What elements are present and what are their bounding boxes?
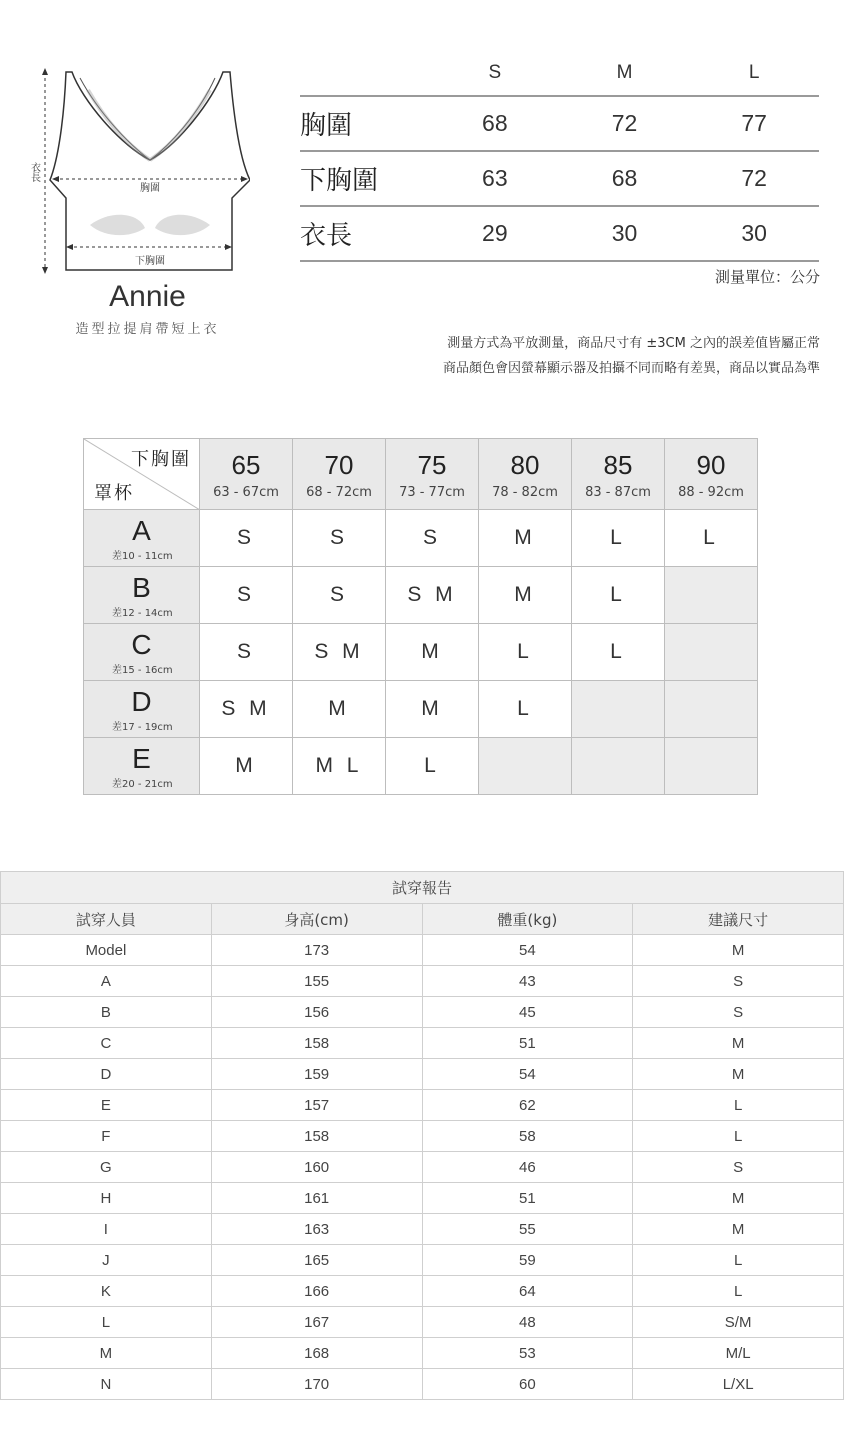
- size-value: 68: [430, 96, 560, 151]
- band-range: 78 - 82cm: [492, 484, 558, 500]
- report-header: 建議尺寸: [633, 904, 844, 935]
- report-cell: 51: [422, 1183, 633, 1214]
- report-cell: K: [1, 1276, 212, 1307]
- report-cell: M: [633, 1059, 844, 1090]
- band-number: 65: [231, 449, 261, 480]
- cup-header: [84, 567, 200, 624]
- size-value: 68: [560, 151, 690, 206]
- size-value: 72: [560, 96, 690, 151]
- report-row: [1, 1307, 844, 1338]
- report-cell: E: [1, 1090, 212, 1121]
- report-cell: 168: [211, 1338, 422, 1369]
- cup-difference: 差12 - 14cm: [112, 607, 173, 619]
- report-cell: 167: [211, 1307, 422, 1338]
- size-header-blank: [300, 50, 430, 96]
- measure-note: 測量方式為平放測量，商品尺寸有 ±3CM 之內的誤差值皆屬正常: [447, 336, 820, 351]
- cup-size-cell: S M: [386, 567, 479, 624]
- report-cell: M/L: [633, 1338, 844, 1369]
- report-header: 試穿人員: [1, 904, 212, 935]
- report-cell: S: [633, 966, 844, 997]
- cup-difference: 差20 - 21cm: [112, 778, 173, 790]
- band-range: 68 - 72cm: [306, 484, 372, 500]
- report-row: [1, 1369, 844, 1400]
- report-cell: F: [1, 1121, 212, 1152]
- cup-letter: C: [131, 628, 152, 660]
- cup-header: [84, 510, 200, 567]
- cup-size-cell: S: [200, 567, 293, 624]
- report-header-row: [1, 904, 844, 935]
- cup-size-cell-empty: [572, 738, 665, 795]
- report-cell: 165: [211, 1245, 422, 1276]
- band-range: 63 - 67cm: [213, 484, 279, 500]
- cup-chart: [83, 438, 758, 795]
- cup-size-cell: S: [293, 567, 386, 624]
- report-row: [1, 1245, 844, 1276]
- cup-size-cell-empty: [665, 567, 758, 624]
- cup-size-cell: S: [293, 510, 386, 567]
- report-cell: 158: [211, 1028, 422, 1059]
- size-value: 72: [689, 151, 819, 206]
- report-cell: S: [633, 1152, 844, 1183]
- report-cell: 156: [211, 997, 422, 1028]
- size-row-underbust: [300, 151, 819, 206]
- corner-cup-label: 罩杯: [94, 483, 134, 504]
- report-cell: C: [1, 1028, 212, 1059]
- report-cell: L: [633, 1090, 844, 1121]
- cup-size-cell-empty: [479, 738, 572, 795]
- cup-size-cell: L: [665, 510, 758, 567]
- size-header: M: [560, 50, 690, 96]
- report-cell: B: [1, 997, 212, 1028]
- tryon-report: [0, 871, 844, 1400]
- cup-letter: E: [132, 742, 151, 774]
- band-range: 88 - 92cm: [678, 484, 744, 500]
- cup-difference: 差15 - 16cm: [112, 664, 173, 676]
- report-cell: 45: [422, 997, 633, 1028]
- report-cell: 59: [422, 1245, 633, 1276]
- size-value: 30: [689, 206, 819, 261]
- cup-header: [84, 681, 200, 738]
- report-row: [1, 1183, 844, 1214]
- report-cell: 46: [422, 1152, 633, 1183]
- chest-label: 胸圍: [140, 183, 160, 194]
- report-cell: 55: [422, 1214, 633, 1245]
- cup-row: [84, 681, 758, 738]
- report-cell: M: [633, 1214, 844, 1245]
- row-label: 胸圍: [300, 96, 430, 151]
- cup-size-cell-empty: [665, 738, 758, 795]
- cup-letter: A: [132, 514, 151, 546]
- cup-size-cell: S M: [200, 681, 293, 738]
- report-row: [1, 1152, 844, 1183]
- cup-row: [84, 738, 758, 795]
- cup-row: [84, 510, 758, 567]
- cup-size-cell: L: [479, 624, 572, 681]
- band-header: [386, 439, 479, 510]
- report-cell: A: [1, 966, 212, 997]
- cup-size-cell: S: [386, 510, 479, 567]
- report-cell: 60: [422, 1369, 633, 1400]
- report-cell: N: [1, 1369, 212, 1400]
- cup-size-cell: M: [386, 681, 479, 738]
- cup-size-cell: M: [479, 567, 572, 624]
- report-row: [1, 1276, 844, 1307]
- size-value: 30: [560, 206, 690, 261]
- report-cell: L: [633, 1121, 844, 1152]
- row-label: 下胸圍: [300, 151, 430, 206]
- band-header: [479, 439, 572, 510]
- report-cell: 53: [422, 1338, 633, 1369]
- cup-size-cell: M: [479, 510, 572, 567]
- corner-band-label: 下胸圍: [131, 449, 191, 470]
- report-cell: 43: [422, 966, 633, 997]
- cup-size-cell: M: [293, 681, 386, 738]
- band-range: 73 - 77cm: [399, 484, 465, 500]
- report-cell: 159: [211, 1059, 422, 1090]
- cup-letter: D: [131, 685, 152, 717]
- report-cell: G: [1, 1152, 212, 1183]
- cup-size-cell: L: [479, 681, 572, 738]
- report-cell: 51: [422, 1028, 633, 1059]
- cup-header: [84, 624, 200, 681]
- report-cell: S/M: [633, 1307, 844, 1338]
- size-value: 63: [430, 151, 560, 206]
- report-row: [1, 1028, 844, 1059]
- size-row-length: [300, 206, 819, 261]
- cup-size-cell: L: [386, 738, 479, 795]
- band-range: 83 - 87cm: [585, 484, 651, 500]
- cup-size-cell-empty: [572, 681, 665, 738]
- report-cell: M: [633, 1183, 844, 1214]
- size-value: 29: [430, 206, 560, 261]
- cup-difference: 差17 - 19cm: [112, 721, 173, 733]
- band-number: 85: [603, 449, 633, 480]
- report-cell: I: [1, 1214, 212, 1245]
- report-row: [1, 1338, 844, 1369]
- report-cell: 160: [211, 1152, 422, 1183]
- report-row: [1, 997, 844, 1028]
- report-cell: 158: [211, 1121, 422, 1152]
- report-cell: Model: [1, 935, 212, 966]
- cup-size-cell-empty: [665, 624, 758, 681]
- cup-size-cell: L: [572, 510, 665, 567]
- size-row-chest: [300, 96, 819, 151]
- report-cell: H: [1, 1183, 212, 1214]
- report-cell: M: [633, 935, 844, 966]
- band-number: 80: [510, 449, 540, 480]
- report-row: [1, 1059, 844, 1090]
- report-cell: 48: [422, 1307, 633, 1338]
- report-cell: L: [633, 1276, 844, 1307]
- underbust-label: 下胸圍: [135, 256, 165, 267]
- report-header: 體重(kg): [422, 904, 633, 935]
- size-header-row: [300, 50, 819, 96]
- cup-difference: 差10 - 11cm: [112, 550, 173, 562]
- report-cell: L: [633, 1245, 844, 1276]
- cup-size-cell-empty: [665, 681, 758, 738]
- report-cell: S: [633, 997, 844, 1028]
- report-cell: 64: [422, 1276, 633, 1307]
- report-row: [1, 1214, 844, 1245]
- cup-size-cell: L: [572, 567, 665, 624]
- report-cell: 161: [211, 1183, 422, 1214]
- report-cell: L: [1, 1307, 212, 1338]
- cup-size-cell: M L: [293, 738, 386, 795]
- report-cell: 58: [422, 1121, 633, 1152]
- cup-size-cell: L: [572, 624, 665, 681]
- report-cell: 155: [211, 966, 422, 997]
- report-cell: 54: [422, 935, 633, 966]
- report-header: 身高(cm): [211, 904, 422, 935]
- size-header: L: [689, 50, 819, 96]
- band-number: 70: [324, 449, 354, 480]
- unit-note: 測量單位：公分: [714, 268, 820, 286]
- band-header: [572, 439, 665, 510]
- report-row: [1, 1121, 844, 1152]
- report-cell: 157: [211, 1090, 422, 1121]
- report-cell: M: [1, 1338, 212, 1369]
- cup-size-cell: S: [200, 510, 293, 567]
- report-cell: L/XL: [633, 1369, 844, 1400]
- band-header: [200, 439, 293, 510]
- cup-chart-header: [84, 439, 758, 510]
- report-cell: 54: [422, 1059, 633, 1090]
- cup-size-cell: S: [200, 624, 293, 681]
- cup-row: [84, 567, 758, 624]
- product-subtitle: 造型拉提肩帶短上衣: [75, 322, 220, 337]
- report-title: 試穿報告: [1, 872, 844, 904]
- size-table: [300, 50, 819, 262]
- report-cell: D: [1, 1059, 212, 1090]
- band-number: 90: [696, 449, 726, 480]
- report-row: [1, 966, 844, 997]
- report-cell: 173: [211, 935, 422, 966]
- size-header: S: [430, 50, 560, 96]
- report-cell: J: [1, 1245, 212, 1276]
- report-row: [1, 1090, 844, 1121]
- band-header: [293, 439, 386, 510]
- report-cell: 170: [211, 1369, 422, 1400]
- report-cell: 166: [211, 1276, 422, 1307]
- cup-size-cell: S M: [293, 624, 386, 681]
- cup-header: [84, 738, 200, 795]
- cup-size-cell: M: [200, 738, 293, 795]
- report-cell: 62: [422, 1090, 633, 1121]
- cup-chart-corner: [84, 439, 200, 510]
- report-row: [1, 935, 844, 966]
- band-number: 75: [417, 449, 447, 480]
- band-header: [665, 439, 758, 510]
- size-value: 77: [689, 96, 819, 151]
- color-note: 商品顏色會因螢幕顯示器及拍攝不同而略有差異，商品以實品為準: [442, 361, 820, 376]
- report-cell: M: [633, 1028, 844, 1059]
- report-cell: 163: [211, 1214, 422, 1245]
- cup-letter: B: [132, 571, 151, 603]
- row-label: 衣長: [300, 206, 430, 261]
- cup-size-cell: M: [386, 624, 479, 681]
- garment-diagram: [20, 60, 250, 285]
- length-label: 衣長: [28, 162, 40, 182]
- cup-row: [84, 624, 758, 681]
- product-name: Annie: [109, 280, 186, 313]
